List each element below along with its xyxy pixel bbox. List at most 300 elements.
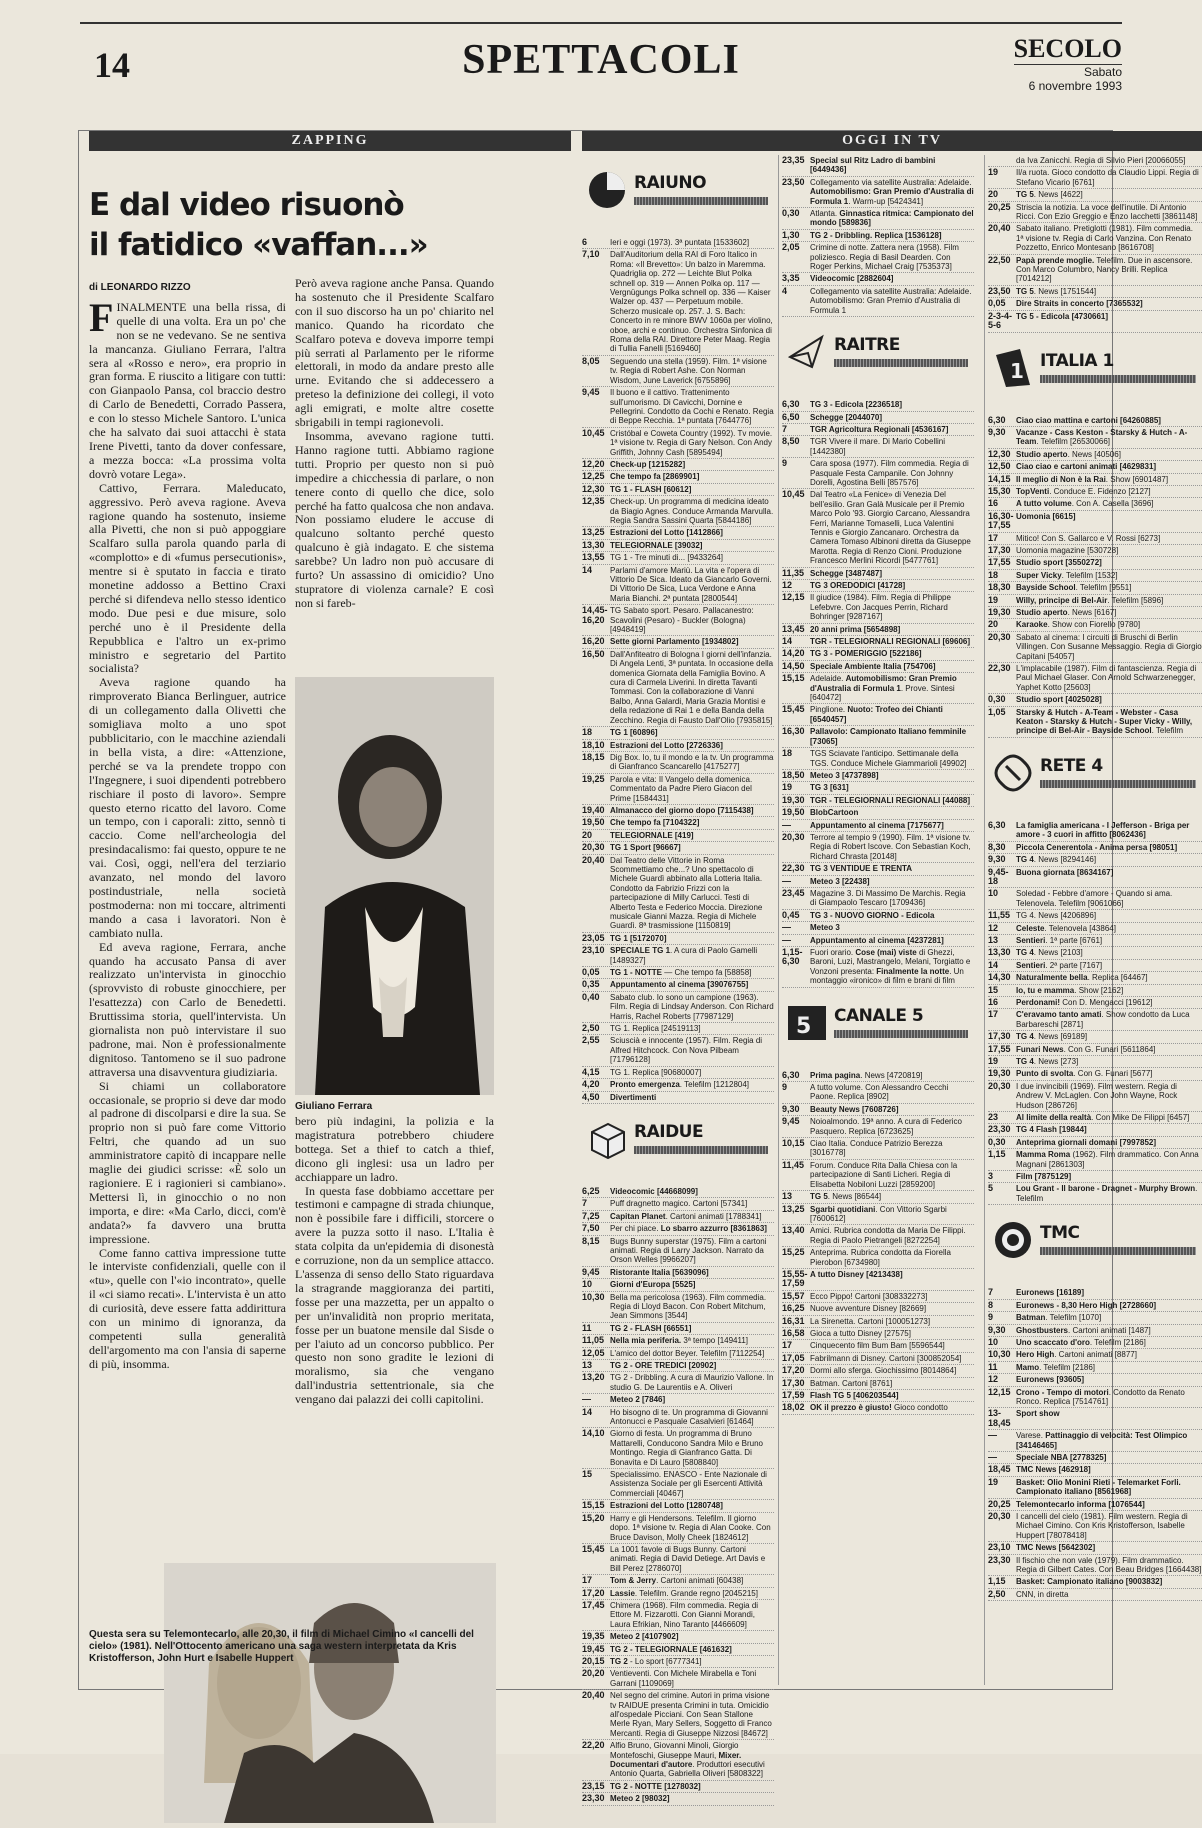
program-description: Dall'Anfiteatro di Bologna I giorni dell'infanzia. Di Angela Lenti, 3ª puntata. In occasione della domenica Giornata della Famiglia Bovino. A cura di Carmela Liverini. In diretta Tavanti Tommasi. Con la collaborazione di Vanni Balbo, Anna Galardi, Maria Grazia Montisi e della redazione di Rai 1 e della Banda della Zecchino. Regia di Fausto Dall'Olio [7935815]	[610, 649, 774, 725]
program-listing	[988, 842, 1202, 854]
program-description: CNN, in diretta	[1016, 1589, 1069, 1599]
program-listing	[582, 387, 774, 428]
program-time: 19	[988, 1476, 999, 1487]
program-time: —	[582, 1394, 591, 1405]
program-time: 6,50	[782, 411, 800, 422]
program-listing	[782, 273, 974, 285]
program-time: 19	[782, 782, 793, 793]
program-description: Videocomic [44668099]	[610, 1186, 698, 1196]
program-time: 13-18,45	[988, 1408, 1011, 1428]
program-description: Per chi piace. Lo sbarro azzurro [8361863]	[610, 1224, 767, 1234]
program-time: 12,20	[582, 458, 605, 469]
program-listing	[582, 1279, 774, 1291]
program-description: 20 anni prima [5654898]	[810, 624, 901, 634]
channel-rule	[1040, 780, 1196, 788]
program-description: Fabrilmann di Disney. Cartoni [300852054]	[810, 1353, 962, 1363]
program-time: 6,25	[582, 1185, 600, 1196]
program-description: Chimera (1968). Film commedia. Regia di Ettore M. Fizzarotti. Con Gianni Morandi, Laura Efrikian, Nino Taranto [4466609]	[610, 1600, 759, 1629]
program-listing	[582, 527, 774, 539]
program-description: Meteo 3 [4737898]	[810, 770, 879, 780]
program-listing	[988, 997, 1202, 1009]
program-time: 13,25	[782, 1203, 805, 1214]
program-listing	[988, 1137, 1202, 1149]
program-listing	[988, 1031, 1202, 1043]
program-description: Ciao ciao e cartoni animati [4629831]	[1016, 462, 1157, 472]
program-listing	[988, 1056, 1202, 1068]
program-listing	[782, 1328, 974, 1340]
program-listing	[782, 1402, 974, 1414]
program-description: TopVenti. Conduce E. Fidenzo [2127]	[1016, 486, 1151, 496]
program-listing	[782, 155, 974, 177]
program-description: Giorno di festa. Un programma di Bruno Mattarelli, Conducono Sandra Milo e Bruno Montingo. Regia di Gianfranco Gatta. Di Bonavita e Di Lauro [5808840]	[610, 1429, 763, 1467]
program-listing	[988, 1009, 1202, 1031]
program-listing	[782, 726, 974, 748]
program-time: 6,30	[782, 1069, 800, 1080]
program-time: 15,15	[782, 673, 805, 684]
program-listing	[988, 935, 1202, 947]
program-listing	[582, 1292, 774, 1323]
program-listing	[782, 1191, 974, 1203]
program-description: Mamo. Telefilm [2186]	[1016, 1362, 1096, 1372]
program-description: Studio sport [4025028]	[1016, 695, 1102, 705]
program-time: 9	[988, 1312, 994, 1323]
program-listing	[782, 1116, 974, 1138]
photo-giuliano-ferrara	[295, 677, 494, 1095]
program-listing	[582, 552, 774, 564]
program-listing	[582, 774, 774, 805]
program-time: 0,05	[582, 967, 600, 978]
program-listing	[582, 1428, 774, 1469]
program-description: Studio aperto. News [40506]	[1016, 449, 1121, 459]
program-time: 7	[782, 423, 788, 434]
program-time: 2,50	[988, 1588, 1006, 1599]
program-time: 3,35	[782, 273, 800, 284]
program-description: Meteo 2 [7846]	[610, 1395, 666, 1405]
program-time: 16,50	[582, 648, 605, 659]
program-time: 15,55-17,59	[782, 1268, 808, 1289]
program-description: Dig Box. Io, tu il mondo e la tv. Un programma di Gianfranco Scancarello [4175277]	[610, 752, 774, 772]
program-listing	[582, 459, 774, 471]
portrait-illustration	[295, 677, 494, 1095]
tv-grid	[582, 155, 1202, 1804]
program-time: —	[988, 1430, 997, 1441]
program-time: 6,30	[988, 819, 1006, 830]
program-time: 17,55	[988, 1043, 1011, 1054]
program-description: Uomonia magazine [530728]	[1016, 545, 1119, 555]
program-listing	[988, 545, 1202, 557]
program-description: Crimine di notte. Zattera nera (1958). Film poliziesco. Regia di Basil Dearden. Con Roger Perkins, Michael Craig [7535373]	[810, 243, 959, 272]
program-description: Ristorante Italia [5639096]	[610, 1267, 709, 1277]
program-time: 2,50	[582, 1023, 600, 1034]
program-description: Collegamento via satellite Australia: Adelaide. Automobilismo: Gran Premio d'Australia di Formula 1. Warm-up [5424341]	[810, 177, 974, 206]
raitre-logo-icon	[786, 331, 828, 373]
tv-column-3	[988, 155, 1202, 1601]
program-time: 16,58	[782, 1327, 805, 1338]
program-time: 15,45	[782, 704, 805, 715]
program-listing	[582, 237, 774, 249]
program-description: Nuove avventure Disney [82669]	[810, 1304, 927, 1314]
program-description: TG 3 - NUOVO GIORNO - Edicola	[810, 910, 935, 920]
program-listing	[988, 223, 1202, 254]
program-time: 10	[988, 1336, 999, 1347]
program-listing	[782, 208, 974, 230]
program-description: TG 1 [60896]	[610, 728, 658, 738]
program-description: TG 2 - Dribbling. Replica [1536128]	[810, 230, 942, 240]
program-description: Parlami d'amore Mariù. La vita e l'opera di Vittorio De Sica. Ideato da Giancarlo Governi. Di Vittorio De Sica, Luca Verdone e Anna Maria Bianchi. 2ª puntata [2800544]	[610, 565, 772, 603]
program-description: Atlanta. Ginnastica ritmica: Campionato del mondo [589836]	[810, 209, 974, 228]
program-time: 17,59	[782, 1390, 805, 1400]
program-listing	[988, 1312, 1202, 1324]
channel-name: ITALIA 1	[1040, 350, 1114, 371]
program-time: 13	[988, 934, 999, 945]
program-time: 14,10	[582, 1428, 605, 1439]
program-description: Puff dragnetto magico. Cartoni [57341]	[610, 1199, 748, 1209]
program-description: Sciuscià e innocente (1957). Film. Regia di Alfred Hitchcock. Con Nova Pilbeam [71796128]	[610, 1036, 763, 1065]
program-description: Willy, principe di Bel-Air. Telefilm [5896]	[1016, 595, 1164, 605]
program-description: Soledad - Febbre d'amore - Quando si ama. Telenovela. Telefilm [9061066]	[1016, 889, 1173, 908]
program-time: 20,20	[582, 1668, 605, 1679]
program-time: 12	[782, 580, 793, 590]
program-listing	[582, 1198, 774, 1210]
column-divider	[778, 155, 779, 1685]
program-time: 17	[988, 532, 999, 543]
program-description: TG 1 - Tre minuti di... [9433264]	[610, 553, 723, 563]
program-description: L'amico del dottor Beyer. Telefilm [7112254]	[610, 1348, 765, 1358]
program-time: 17,30	[782, 1377, 805, 1388]
program-time: 8,05	[582, 355, 600, 366]
program-time: 14	[988, 959, 999, 970]
program-description: Il fischio che non vale (1979). Film drammatico. Regia di Gilbert Cates. Con Beau Bridges [1664438]	[1016, 1555, 1202, 1575]
program-time: 12,15	[782, 592, 805, 603]
program-listing	[582, 1267, 774, 1279]
program-time: 19	[988, 167, 999, 178]
headline-line-2: il fatidico «vaffan...»	[89, 227, 428, 263]
program-listing	[582, 1656, 774, 1668]
program-time: 14	[582, 564, 593, 575]
program-listing	[988, 1337, 1202, 1349]
program-listing	[988, 155, 1202, 167]
byline: di LEONARDO RIZZO	[89, 282, 191, 293]
program-listing	[988, 202, 1202, 224]
program-time: 18,02	[782, 1402, 805, 1413]
program-time: 14	[582, 1406, 593, 1417]
program-time: 19,45	[582, 1643, 605, 1654]
program-description: Ecco Pippo! Cartoni [308332273]	[810, 1291, 928, 1301]
program-listing	[582, 540, 774, 552]
program-listing	[782, 935, 974, 947]
program-listing	[988, 311, 1202, 333]
program-time: —	[782, 922, 791, 933]
section-title: SPETTACOLI	[462, 37, 740, 83]
program-time: 19,30	[782, 794, 805, 805]
program-time: 22,20	[582, 1740, 605, 1751]
program-time: 10	[582, 1279, 593, 1290]
program-listing	[988, 461, 1202, 473]
program-listing	[988, 286, 1202, 298]
program-listing	[988, 663, 1202, 694]
program-time: 10,15	[782, 1138, 805, 1149]
issue-date: 6 novembre 1993	[1028, 79, 1122, 93]
program-time: 8,50	[782, 436, 800, 447]
program-time: 11,55	[988, 910, 1011, 921]
program-time: 7	[582, 1198, 588, 1209]
program-listing	[782, 782, 974, 794]
program-time: 0,30	[988, 694, 1006, 705]
program-listing	[988, 1149, 1202, 1171]
program-description: TGR Agricoltura Regionali [4536167]	[810, 424, 949, 434]
program-description: SPECIALE TG 1. A cura di Paolo Gamelli [1489327]	[610, 946, 758, 965]
program-listing	[582, 752, 774, 774]
channel-name: RETE 4	[1040, 755, 1103, 776]
program-description: TG 2 - ORE TREDICI [20902]	[610, 1361, 717, 1370]
program-listing	[582, 945, 774, 967]
program-description: Terrore al tempio 9 (1990). Film. 1ª visione tv. Regia di Robert Iscove. Con Sebastian Koch, Richard Chrasta [20148]	[810, 832, 971, 861]
program-listing	[988, 707, 1202, 738]
tv-column-2	[782, 155, 974, 1415]
program-time: —	[782, 875, 791, 886]
program-description: Sabato italiano. Pretiglotti (1981). Film commedia. 1ª visione tv. Regia di Carlo Vanzina. Con Renato Pozzetto, Enrico Montesano [8616708]	[1016, 224, 1193, 253]
program-time: 11,45	[782, 1159, 805, 1170]
program-description: Cinquecento film Bum Bam [5596544]	[810, 1341, 945, 1351]
program-description: TG 4. News [69189]	[1016, 1032, 1088, 1042]
program-description: Al limite della realtà. Con Mike De Filippi [6457]	[1016, 1113, 1190, 1123]
program-description: Ventieventi. Con Michele Mirabella e Toni Garrani [1109069]	[610, 1669, 757, 1688]
program-description: TGR Vivere il mare. Di Mario Cobellini [1442380]	[810, 437, 945, 456]
program-listing	[782, 399, 974, 411]
program-listing	[782, 458, 974, 489]
program-listing	[782, 910, 974, 922]
program-listing	[782, 922, 974, 934]
program-description: Celeste. Telenovela [43864]	[1016, 923, 1116, 933]
program-description: TG 2 - TELEGIORNALE [461632]	[610, 1644, 732, 1654]
program-listing	[782, 636, 974, 648]
program-listing	[582, 484, 774, 496]
program-time: 1,05	[988, 706, 1006, 717]
program-description: Pinglione. Nuoto: Trofeo dei Chianti [6540457]	[810, 705, 943, 724]
program-listing	[782, 436, 974, 458]
program-description: Super Vicky. Telefilm [1532]	[1016, 570, 1118, 580]
program-listing	[582, 1575, 774, 1587]
tv-band: OGGI IN TV	[582, 131, 1202, 151]
program-listing	[582, 1513, 774, 1544]
content-frame	[78, 130, 1202, 1804]
program-description: Karaoke. Show con Fiorello [9780]	[1016, 620, 1141, 630]
program-listing	[582, 1500, 774, 1512]
program-listing	[988, 1589, 1202, 1601]
channel-rule	[834, 359, 968, 367]
program-time: 12,15	[988, 1386, 1011, 1397]
program-description: Nel segno del crimine. Autori in prima visione tv RAIDUE presenta Crimini in tuta. Omicidio all'ospedale Picciani. Con Sean Stallone Merle Ryan, Mary Sellers, Soggetto di Franco Mercanti. Regia di Giuseppe Nizzosi [84672]	[610, 1691, 772, 1738]
program-description: Check-up. Un programma di medicina ideato da Biagio Agnes. Conduce Armanda Marvulla. Regia Sandra Sassini Quarta [5844186]	[610, 497, 774, 525]
program-time: 19,40	[582, 804, 605, 815]
program-listing	[988, 607, 1202, 619]
channel-name: RAIUNO	[634, 173, 707, 193]
program-description: Bella ma pericolosa (1963). Film commedia. Regia di Lloyd Bacon. Con Robert Mitchum, Jean Simmons [3544]	[610, 1292, 767, 1321]
logo-brand: SECOLO	[1013, 34, 1122, 63]
program-description: Uno scaccato d'oro. Telefilm [2186]	[1016, 1337, 1146, 1347]
program-description: Divertimenti	[610, 1092, 657, 1102]
program-listing	[782, 1365, 974, 1377]
article-paragraph: Ed aveva ragione, Ferrara, anche quando ha accusato Pansa di aver realizzato un'intervista in ginocchio (sprovvisto di robuste ginocchiere, per l'esattezza) con Carlo de Benedetti. Bruttissima storia, quell'intervista. Un giornalista non può intervistare il suo padrone, mai. Non è professionalmente dignitoso. Tantomeno se il suo padrone attraversa una disavventura giudiziaria.	[89, 939, 286, 1079]
program-description: TG 3 - POMERIGGIO [522186]	[810, 649, 922, 659]
program-time: 19,50	[782, 807, 805, 818]
program-listing	[582, 967, 774, 979]
program-time: 13	[582, 1360, 593, 1370]
program-listing	[782, 888, 974, 910]
program-listing	[582, 1023, 774, 1035]
tmc-logo-icon	[992, 1219, 1034, 1261]
program-listing	[782, 580, 974, 592]
program-description: Anteprima giornali domani [7997852]	[1016, 1137, 1157, 1147]
program-time: 7,50	[582, 1223, 600, 1234]
program-time: 23,30	[582, 1793, 605, 1804]
program-description: Che tempo fa [7104322]	[610, 818, 700, 828]
program-description: Perdonami! Con D. Mengacci [19612]	[1016, 997, 1153, 1007]
program-time: 16	[988, 498, 999, 509]
program-description: Dall'Auditorium della RAI di Foro Italico in Roma: «Il Brevetto»: Un balzo in Maremma. Quadriglia op. 272 — Leichte Blut Polka schnell op. 319 — Annen Polka op. 117 — Vergnügungs Polka schnell op. 336 — Kaiser Walzer op. 437 — Perpetuum mobile. Scherzo musicale op. 257. J. S. Bach: Concerto in re minore BWV 1060a per violino, oboe, archi e continuo. Orchestra Sinfonica di Roma della RAI. Direttore Peter Maag. Regia di Tullia Fanelli [5169460]	[610, 250, 773, 354]
program-description: Studio aperto. News [6167]	[1016, 608, 1117, 617]
article-paragraph: Aveva ragione quando ha rimproverato Bianca Berlinguer, autrice di un collegamento dalla Olivetti che somigliava molto a uno spot pubblicitario, con le macchine aziendali in bella vista, a dire: «Attenzione, perché se va la prendete troppo con l'Ingegnere, i suoi dipendenti potrebbero rischiare il posto di lavoro». Sempre questo eterno ricatto del lavoro. Come un tempo, con i caporali: zitto, sennò ti caccio. Come nell'archeologia del presindacalismo: fai questo, oppure te ne vai. Così, oggi, nell'era del terziario avanzato, nel mondo del lavoro postindustriale, nella società postmoderna: non mi toccare, altrimenti mando a casa i lavoratori. Non è cambiato nulla.	[89, 675, 286, 940]
program-listing	[988, 486, 1202, 498]
program-listing	[988, 1408, 1202, 1430]
program-time: 12,50	[988, 461, 1011, 472]
program-listing	[782, 424, 974, 436]
program-time: 7,10	[582, 249, 600, 260]
program-time: 12,30	[582, 483, 605, 494]
program-description: TG 1. Replica [24519113]	[610, 1024, 701, 1034]
program-listing	[988, 619, 1202, 631]
program-description: OK il prezzo è giusto! Gioco condotto	[810, 1403, 948, 1413]
program-listing	[582, 1631, 774, 1643]
program-listing	[988, 1362, 1202, 1374]
program-description: Tom & Jerry. Cartoni animati [60438]	[610, 1576, 744, 1586]
article-column-2-continued	[295, 1115, 494, 1407]
program-time: —	[988, 1451, 997, 1462]
program-description: Amici. Rubrica condotta da Maria De Filippi. Regia di Paolo Pietrangeli [8272254]	[810, 1226, 966, 1245]
program-description: Adelaide. Automobilismo: Gran Premio d'Australia di Formula 1. Prove. Sintesi [640472]	[810, 674, 957, 703]
program-listing	[582, 1079, 774, 1091]
program-listing	[782, 820, 974, 832]
program-description: TG 4. News [273]	[1016, 1057, 1079, 1066]
program-listing	[988, 1387, 1202, 1409]
program-description: Crono - Tempo di motori. Condotto da Renato Ronco. Replica [7514761]	[1016, 1387, 1185, 1406]
program-listing	[782, 795, 974, 807]
program-time: 0,30	[782, 208, 800, 219]
program-description: Naturalmente bella. Replica [64467]	[1016, 973, 1148, 983]
program-description: TG 5. News [86544]	[810, 1192, 882, 1202]
program-listing	[582, 1092, 774, 1104]
program-time: 20,40	[582, 854, 605, 865]
article-paragraph: Come fanno cattiva impressione tutte le interviste confidenziali, quelle con il «tu», quelle con l'«io incontrato», quelle il «ci siamo recati». L'intervista è un atto di curiosità, deve essere fatta addirittura con un minimo di ignoranza, da competenti sulla generalità dell'argomento ma con l'ansia di saperne di più, insomma.	[89, 1245, 286, 1371]
program-time: 3	[988, 1171, 994, 1182]
program-description: Hero High. Cartoni animati [8877]	[1016, 1350, 1137, 1360]
program-description: Speciale Ambiente Italia [754706]	[810, 661, 936, 671]
channel-rule	[1040, 1247, 1196, 1255]
program-description: Capitan Planet. Cartoni animati [1788341]	[610, 1211, 762, 1221]
program-time: 12,35	[582, 496, 605, 507]
program-time: 12,30	[988, 448, 1011, 459]
channel-header	[988, 1209, 1202, 1283]
program-description: Cara sposa (1977). Film commedia. Regia di Pasquale Festa Campanile. Con Johnny Dorelli, Agostina Belli [857576]	[810, 459, 969, 487]
program-time: —	[782, 819, 791, 830]
film-still-illustration	[164, 1563, 496, 1823]
program-description: Uomonia [6615]	[1016, 511, 1076, 521]
program-time: 0,35	[582, 979, 600, 990]
program-description: Ghostbusters. Cartoni animati [1487]	[1016, 1325, 1151, 1335]
program-time: 13,30	[582, 539, 605, 550]
program-listing	[782, 863, 974, 875]
program-time: 0,05	[988, 298, 1006, 309]
program-listing	[582, 1740, 774, 1781]
program-description: Sette giorni Parlamento [1934802]	[610, 637, 739, 647]
program-time: 18	[582, 727, 593, 738]
program-listing	[988, 1349, 1202, 1361]
program-description: TG 1 [5172070]	[610, 933, 667, 943]
program-listing	[582, 249, 774, 355]
program-listing	[988, 511, 1202, 533]
program-description: Estrazioni del Lotto [1412866]	[610, 528, 723, 538]
program-description: Lassie. Telefilm. Grande regno [2045215]	[610, 1588, 758, 1598]
channel-header	[988, 337, 1202, 411]
raiuno-logo-icon	[586, 169, 628, 211]
program-description: Bugs Bunny superstar (1975). Film a cartoni animati. Regia di Larry Jackson. Narrato da Orson Welles [9966207]	[610, 1236, 767, 1265]
column-divider	[984, 155, 985, 1685]
photo-kristofferson-huppert	[164, 1563, 496, 1823]
program-time: 23,50	[988, 285, 1011, 296]
program-time: 10,30	[988, 1349, 1011, 1360]
program-listing	[988, 1081, 1202, 1112]
channel-header	[582, 159, 774, 233]
program-time: 20,30	[988, 631, 1011, 642]
newspaper-logo	[1014, 34, 1122, 93]
program-time: 12	[988, 1374, 999, 1385]
program-time: 4,20	[582, 1079, 600, 1090]
program-description: TELEGIORNALE [419]	[610, 830, 694, 840]
program-time: 11	[582, 1322, 592, 1333]
program-time: 23,45	[782, 887, 805, 898]
program-time: 14,15	[988, 473, 1011, 484]
program-listing	[782, 704, 974, 726]
program-description: C'eravamo tanto amati. Show condotto da Luca Barbareschi [2871]	[1016, 1010, 1190, 1029]
program-listing	[988, 985, 1202, 997]
program-listing	[988, 1183, 1202, 1205]
program-time: 9,30	[782, 1103, 800, 1114]
program-description: Euronews [93605]	[1016, 1375, 1085, 1385]
program-listing	[782, 1390, 974, 1402]
program-listing	[782, 748, 974, 770]
program-listing	[988, 557, 1202, 569]
program-time: 20,30	[988, 1511, 1011, 1521]
program-time: 4	[782, 285, 788, 296]
program-time: 17,45	[582, 1599, 605, 1610]
program-listing	[782, 1225, 974, 1247]
program-description: TG 4. News [2103]	[1016, 948, 1083, 958]
program-description: TG 5 - Edicola [4730661]	[1016, 311, 1109, 321]
program-listing	[782, 661, 974, 673]
program-time: 0,40	[582, 991, 600, 1002]
program-listing	[582, 428, 774, 459]
program-description: Schegge [3487487]	[810, 568, 883, 578]
program-listing	[782, 1104, 974, 1116]
program-listing	[988, 570, 1202, 582]
program-listing	[782, 807, 974, 819]
program-listing	[582, 805, 774, 817]
program-listing	[782, 673, 974, 704]
program-listing	[988, 854, 1202, 866]
program-description: Seguendo una stella (1959). Film. 1ª visione tv. Regia di Robert Ashe. Con Norman Wisdom, June Laverick [6755896]	[610, 356, 767, 385]
program-description: TG 5. News [4622]	[1016, 190, 1083, 200]
program-time: 19	[988, 594, 999, 605]
